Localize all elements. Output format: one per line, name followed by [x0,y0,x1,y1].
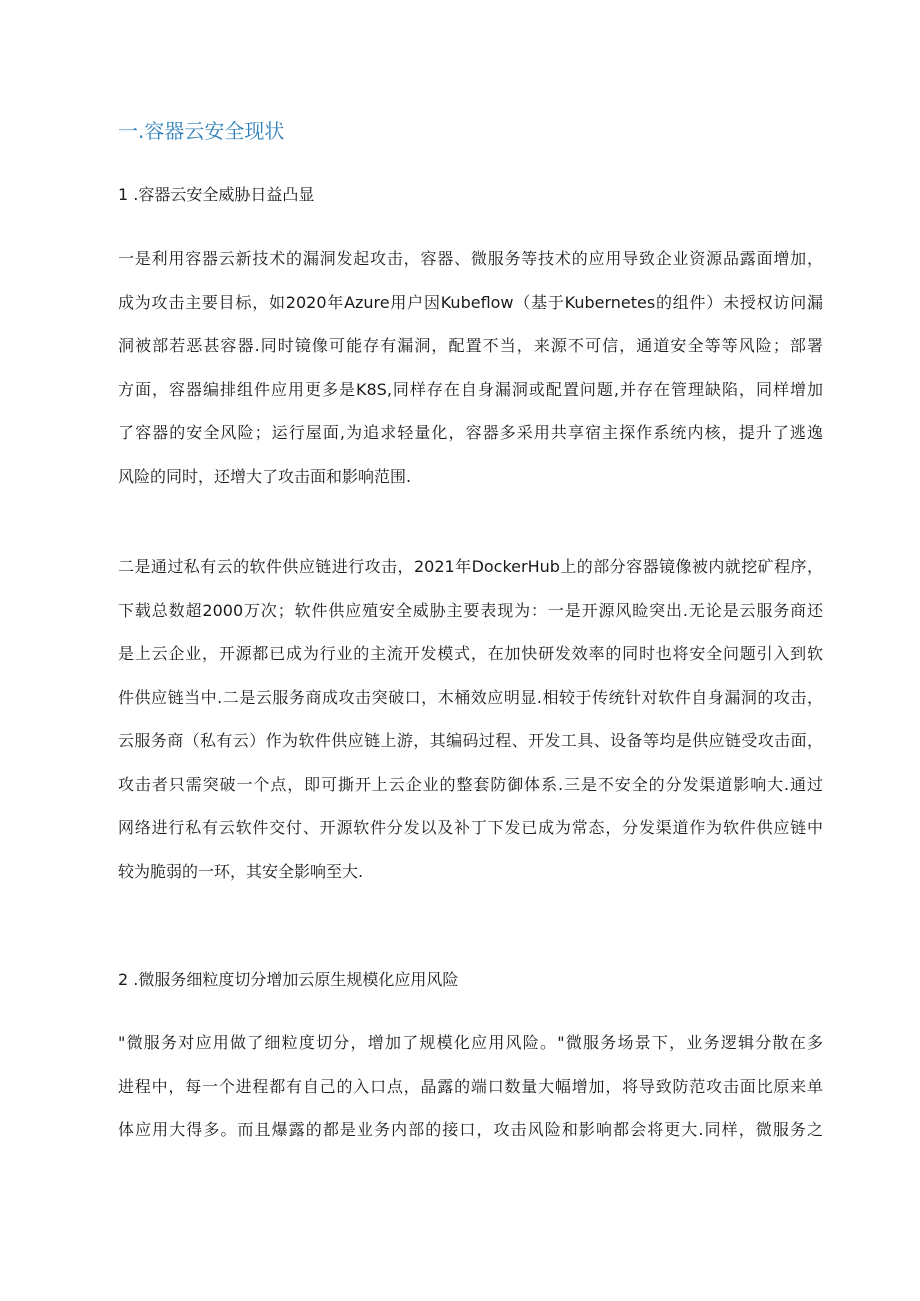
paragraph-line: 云服务商（私有云）作为软件供应链上游，其编码过程、开发工具、设备等均是供应链受攻击面， [118,731,823,750]
paragraph-line: 成为攻击主要目标，如2020年Azure用户因Kubeflow（基于Kubernetes的组件）未授权访问漏 [118,292,823,312]
paragraph-line: 是上云企业，开源都已成为行业的主流开发模式，在加快研发效率的同时也将安全问题引入到软 [118,644,823,663]
paragraph-line: 攻击者只需突破一个点，即可撕开上云企业的整套防御体系.三是不安全的分发渠道影响大.通过 [118,774,823,794]
paragraph-line: 进程中，每一个进程都有自己的入口点，晶露的端口数量大幅增加，将导致防范攻击面比原来单 [118,1076,823,1096]
paragraph-line: 洞被部若恶甚容器.同时镜像可能存有漏洞，配置不当，来源不可信，通道安全等等风险；部署 [118,336,823,355]
section-heading-2: 2 .微服务细粒度切分增加云原生规模化应用风险 [118,970,459,989]
paragraph-line: 网络进行私有云软件交付、开源软件分发以及补丁下发已成为常态，分发渠道作为软件供应链中 [118,818,823,837]
paragraph-line: 风险的同时，还增大了攻击面和影响范围. [118,466,412,486]
paragraph-line: 件供应链当中.二是云服务商成攻击突破口，木桶效应明显.相较于传统针对软件自身漏洞的攻击， [118,687,823,707]
paragraph-line: 一是利用容器云新技术的漏洞发起攻击，容器、微服务等技术的应用导致企业资源品露面增加， [118,249,823,268]
section-heading-1: 1 .容器云安全威胁日益凸显 [118,185,315,204]
paragraph-3 [118,1021,823,1152]
paragraph-line: 了容器的安全风险；运行屋面,为追求轻量化，容器多采用共享宿主探作系统内核，提升了逃逸 [118,423,823,442]
paragraph-2 [118,545,823,893]
paragraph-line: "微服务对应用做了细粒度切分，增加了规模化应用风险。"微服务场景下，业务逻辑分散在多 [118,1033,823,1052]
paragraph-line: 较为脆弱的一环，其安全影响至大. [118,861,364,881]
paragraph-line: 二是通过私有云的软件供应链进行攻击，2021年DockerHub上的部分容器镜像被内就挖矿程序， [118,557,823,576]
paragraph-line: 方面，容器编排组件应用更多是K8S,同样存在自身漏洞或配置问题,并存在管理缺陷，同样增加 [118,379,823,399]
chapter-heading: 一.容器云安全现状 [118,119,285,143]
paragraph-line: 体应用大得多。而且爆露的都是业务内部的接口，攻击风险和影响都会将更大.同样，微服务之 [118,1120,823,1139]
paragraph-line: 下载总数超2000万次；软件供应殖安全威胁主要表现为：一是开源风睑突出.无论是云服务商还 [118,600,823,620]
paragraph-1 [118,237,823,498]
